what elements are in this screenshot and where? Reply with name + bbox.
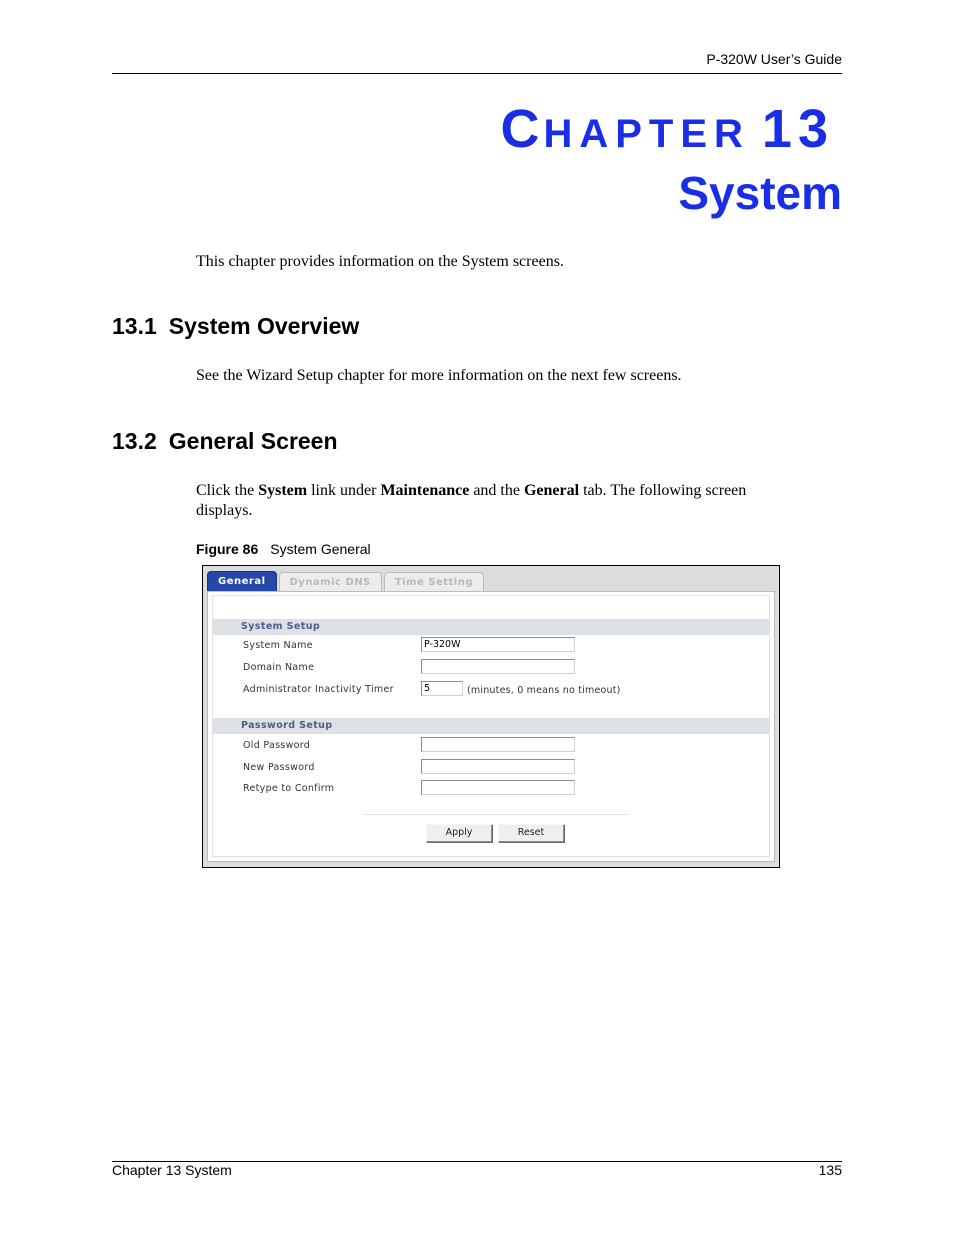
section1-paragraph: See the Wizard Setup chapter for more information on the next few screens.	[196, 367, 682, 384]
inactivity-timer-input[interactable]	[421, 681, 463, 696]
figure-title: System General	[270, 541, 371, 557]
system-name-label: System Name	[243, 640, 313, 651]
chapter-heading	[500, 98, 834, 160]
domain-name-label: Domain Name	[243, 662, 315, 673]
text-run: link under	[307, 482, 381, 499]
retype-password-input[interactable]	[421, 780, 575, 795]
text-run: Click the	[196, 482, 259, 499]
old-password-label: Old Password	[243, 740, 311, 751]
new-password-input[interactable]	[421, 759, 575, 774]
section-heading-2	[112, 428, 338, 455]
system-setup-header: System Setup	[213, 619, 769, 635]
chapter-word: HAPTER	[543, 112, 750, 156]
chapter-title: System	[678, 167, 842, 219]
tab-time-setting[interactable]: Time Setting	[384, 572, 484, 591]
bold-term: System	[258, 482, 308, 499]
button-divider	[365, 814, 627, 815]
system-name-input[interactable]	[421, 637, 575, 652]
chapter-number: 13	[761, 99, 834, 159]
figure-caption	[196, 541, 371, 557]
domain-name-input[interactable]	[421, 659, 575, 674]
apply-button[interactable]: Apply	[426, 824, 492, 842]
section-heading-1	[112, 313, 359, 340]
tab-general[interactable]: General	[207, 571, 277, 591]
page-number: 135	[818, 1162, 842, 1178]
system-general-screenshot	[202, 565, 780, 868]
old-password-input[interactable]	[421, 737, 575, 752]
text-run: and the	[469, 482, 524, 499]
footer-chapter: Chapter 13 System	[112, 1162, 232, 1178]
reset-button[interactable]: Reset	[498, 824, 564, 842]
text-run: tab. The following screen displays.	[196, 482, 747, 519]
settings-panel	[207, 591, 775, 862]
section-number: 13.1	[112, 313, 157, 339]
section-title: General Screen	[168, 428, 338, 454]
settings-panel-inner	[212, 595, 770, 857]
inactivity-timer-label: Administrator Inactivity Timer	[243, 684, 394, 695]
running-header: P-320W User’s Guide	[706, 51, 842, 67]
section-title: System Overview	[168, 313, 360, 339]
header-rule	[112, 73, 842, 74]
tab-dynamic-dns[interactable]: Dynamic DNS	[279, 572, 382, 591]
new-password-label: New Password	[243, 762, 315, 773]
section-number: 13.2	[112, 428, 157, 454]
intro-paragraph: This chapter provides information on the System screens.	[196, 253, 564, 270]
bold-term: General	[523, 482, 580, 499]
inactivity-timer-note: (minutes, 0 means no timeout)	[467, 685, 621, 696]
tab-bar	[207, 571, 486, 593]
section2-paragraph	[196, 481, 796, 521]
figure-label: Figure 86	[196, 541, 259, 557]
password-setup-header: Password Setup	[213, 718, 769, 734]
chapter-initial: C	[500, 99, 544, 159]
retype-password-label: Retype to Confirm	[243, 783, 335, 794]
bold-term: Maintenance	[380, 482, 470, 499]
